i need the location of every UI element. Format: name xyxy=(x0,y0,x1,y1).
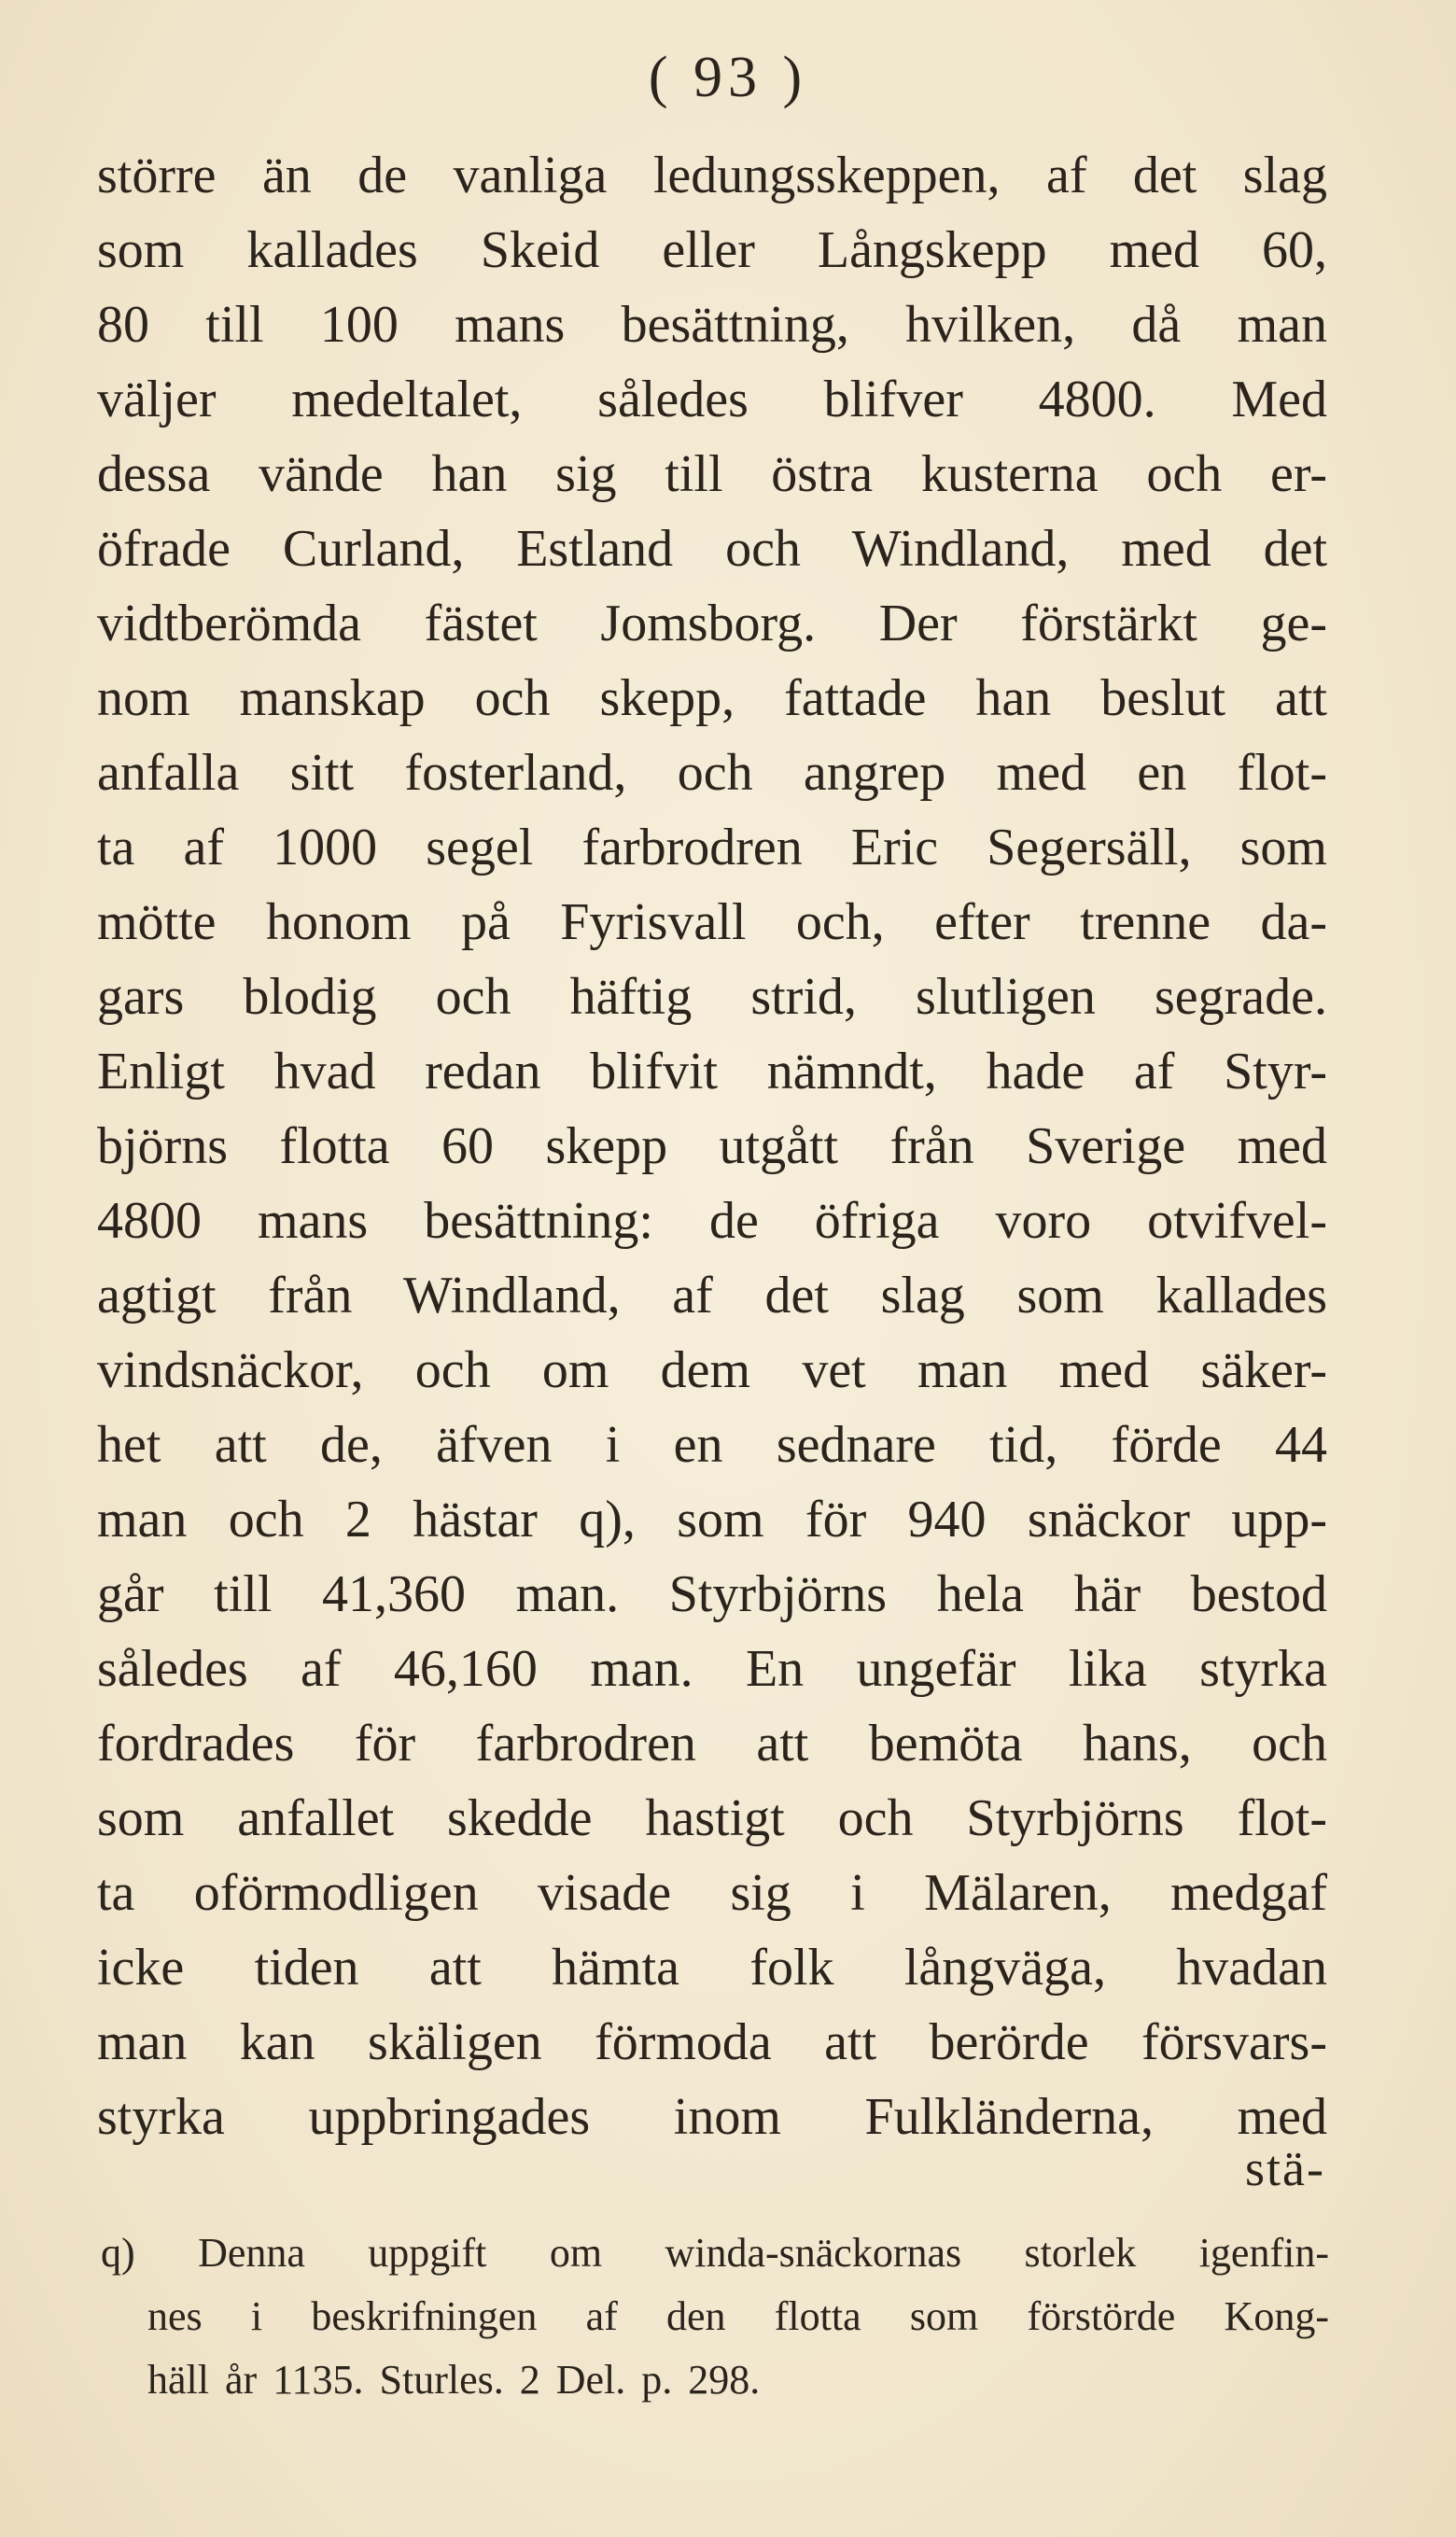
text-line: het att de, äfven i en sednare tid, förde 44 xyxy=(97,1416,1327,1474)
text-line: som kallades Skeid eller Långskepp med 60, xyxy=(97,221,1327,279)
text-line: väljer medeltalet, således blifver 4800. Med xyxy=(97,371,1327,428)
body-text xyxy=(97,138,1327,2154)
text-line: ta af 1000 segel farbrodren Eric Segersäll, som xyxy=(97,819,1327,876)
footnote-line: häll år 1135. Sturles. 2 Del. p. 298. xyxy=(147,2357,761,2403)
text-line: Enligt hvad redan blifvit nämndt, hade af Styr- xyxy=(97,1043,1327,1100)
catchword: stä- xyxy=(1245,2140,1325,2196)
text-line: gars blodig och häftig strid, slutligen segrade. xyxy=(97,968,1327,1026)
text-line: vindsnäckor, och om dem vet man med säker- xyxy=(97,1341,1327,1399)
text-line: björns flotta 60 skepp utgått från Sverige med xyxy=(97,1117,1327,1175)
footnote xyxy=(101,2222,1329,2412)
footnote-line: q) Denna uppgift om winda-snäckornas storlek igenfin- xyxy=(101,2230,1329,2276)
footnote-line: nes i beskrifningen af den flotta som förstörde Kong- xyxy=(147,2293,1329,2339)
page-number: ( 93 ) xyxy=(648,46,808,109)
text-line: agtigt från Windland, af det slag som kallades xyxy=(97,1267,1327,1325)
text-line: man och 2 hästar q), som för 940 snäckor upp- xyxy=(97,1491,1327,1549)
text-line: mötte honom på Fyrisvall och, efter trenne da- xyxy=(97,893,1327,951)
text-line: 80 till 100 mans besättning, hvilken, då man xyxy=(97,296,1327,354)
text-line: dessa vände han sig till östra kusterna och er- xyxy=(97,445,1327,503)
text-line: anfalla sitt fosterland, och angrep med en flot- xyxy=(97,744,1327,802)
text-line: fordrades för farbrodren att bemöta hans, och xyxy=(97,1715,1327,1773)
text-line: icke tiden att hämta folk långväga, hvadan xyxy=(97,1939,1327,1997)
text-line: styrka uppbringades inom Fulkländerna, med xyxy=(97,2088,1327,2146)
text-line: större än de vanliga ledungsskeppen, af det slag xyxy=(97,147,1327,204)
text-line: nom manskap och skepp, fattade han beslut att xyxy=(97,669,1327,727)
text-line: ta oförmodligen visade sig i Mälaren, medgaf xyxy=(97,1864,1327,1922)
text-line: vidtberömda fästet Jomsborg. Der förstärkt ge- xyxy=(97,595,1327,652)
text-line: går till 41,360 man. Styrbjörns hela här bestod xyxy=(97,1565,1327,1623)
text-line: man kan skäligen förmoda att berörde försvars- xyxy=(97,2013,1327,2071)
text-line: 4800 mans besättning: de öfriga voro otvifvel- xyxy=(97,1192,1327,1250)
text-line: öfrade Curland, Estland och Windland, med det xyxy=(97,520,1327,578)
text-line: således af 46,160 man. En ungefär lika styrka xyxy=(97,1640,1327,1698)
text-line: som anfallet skedde hastigt och Styrbjörns flot- xyxy=(97,1789,1327,1847)
